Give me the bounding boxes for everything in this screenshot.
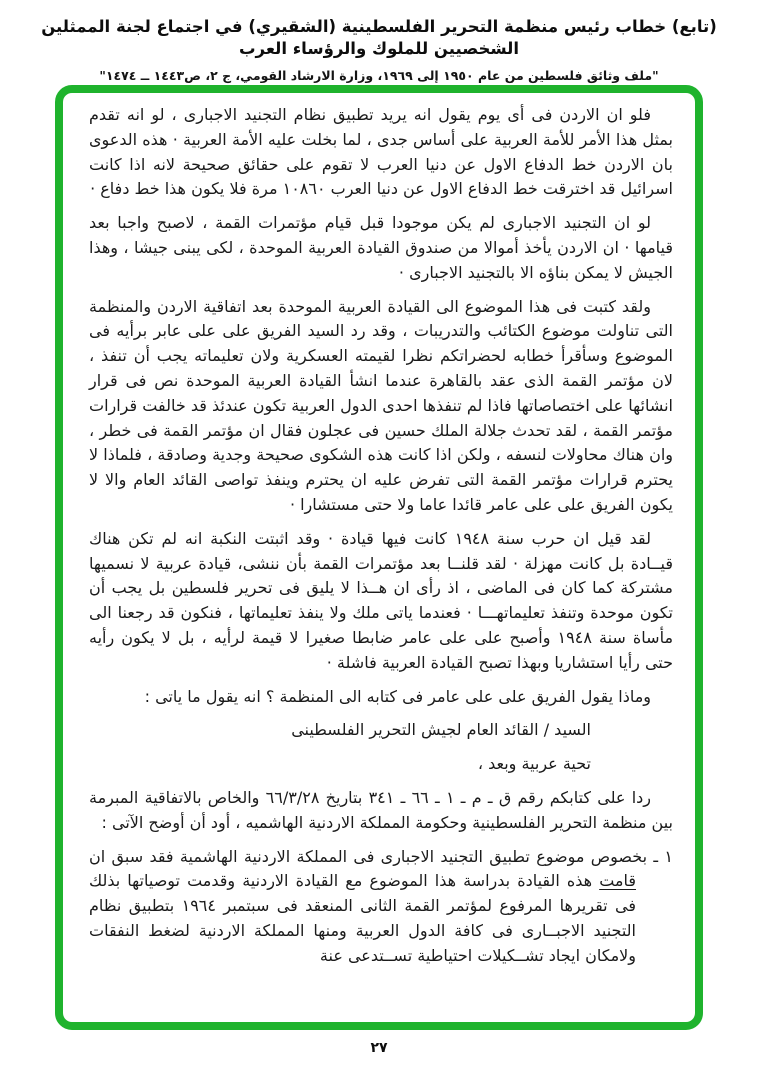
letter-address: السيد / القائد العام لجيش التحرير الفلسطينى (291, 720, 591, 740)
paragraph-question: وماذا يقول الفريق على على عامر فى كتابه الى المنظمة ؟ انه يقول ما ياتى : (144, 686, 651, 706)
paragraph-4: لقد قيل ان حرب سنة ١٩٤٨ كانت فيها قيادة · وقد اثبتت النكبة انه لم تكن هناك قيــادة بل كانت مهزلة · لقد قلنــا بعد مؤتمرات القمة بأن ننشى، قيادة عربية لا نسميها مشتركة كما كان فى الماضى ، اذ رأى ان هــذا لا يليق فى تحرير فلسطين بل يجب أن تكون موحدة وتنفذ تعليماتهـــا · فعندما ياتى ملك ولا ينفذ تعليماتها ، فنكون قد رجعنا الى مأساة سنة ١٩٤٨ وأصبح على على عامر ضابطا صغيرا لا قيمة لرأيه ، بل لا يكون رأيه حتى رأيا استشاريا وبهذا تصبح القيادة العربية فاشلة · (89, 528, 674, 672)
page-header (0, 16, 758, 83)
item-text-before: بخصوص موضوع تطبيق التجنيد الاجبارى فى المملكة الاردنية الهاشمية فقد سبق ان (89, 846, 654, 866)
paragraph-reply: ردا على كتابكم رقم ق ـ م ـ ١ ـ ٦٦ ـ ٣٤١ بتاريخ ٦٦/٣/٢٨ والخاص بالاتفاقية المبرمة بين منظمة التحرير الفلسطينية وحكومة المملكة الاردنية الهاشميه ، أود أن أوضح الآتى : (89, 787, 673, 832)
document-body (63, 93, 695, 1022)
numbered-item-1 (89, 845, 673, 969)
item-underlined-word: قامت (599, 871, 636, 891)
document-title: (تابع) خطاب رئيس منظمة التحرير الفلسطينية (الشقيري) في اجتماع لجنة الممثلين الشخصيين للملوك والرؤساء العرب (41, 17, 717, 59)
page-number: ٢٧ (370, 1040, 388, 1056)
paragraph-2: لو ان التجنيد الاجبارى لم يكن موجودا قبل قيام مؤتمرات القمة ، لاصبح واجبا بعد قيامها · ان الاردن يأخذ أموالا من صندوق القيادة العربية الموحدة ، لكى يبنى جيشا ، وهذا الجيش لا يمكن بناؤه الا بالتجنيد الاجبارى · (89, 213, 673, 282)
paragraph-1: فلو ان الاردن فى أى يوم يقول انه يريد تطبيق نظام التجنيد الاجبارى ، لو انه تقدم بمثل هذا الأمر للأمة العربية على أساس جدى ، لما بخلت عليه الأمة العربية · هذه الدعوى بان الاردن خط الدفاع الاول عن دنيا العرب لا تقوم على حقائق صحيحة لانه اذا كانت اسرائيل قد اخترقت خط الدفاع الاول عن دنيا العرب ١٠٨٦٠ مرة فلا يكون هذا خط دفاع · (89, 105, 673, 199)
item-text-after: هذه القيادة بدراسة هذا الموضوع مع القيادة الاردنية وقدمت توصياتها بذلك فى تقريرها المرفوع لمؤتمر القمة الثانى المنعقد فى سبتمبر ١٩٦٤ بتطبيق نظام التجنيد الاجبــارى فى كافة الدول العربية ومنها المملكة الاردنية لضغط النفقات ولامكان ايجاد تشــكيلات احتياطية تســتدعى عنة (89, 871, 637, 965)
letter-greeting: تحية عربية وبعد ، (477, 754, 591, 774)
paragraph-3: ولقد كتبت فى هذا الموضوع الى القيادة العربية الموحدة بعد اتفاقية الاردن والمنظمة التى تناولت موضوع الكتائب والتدريبات ، وقد رد السيد الفريق على على عابر برأيه فى الموضوع وسأقرأ خطابه لحضراتكم نظرا لقيمته العسكرية ولان تعليماته يجب أن تنفذ ، لان مؤتمر القمة الذى عقد بالقاهرة عندما انشأ القيادة العربية الموحدة نص فى قرار انشائها على اختصاصاتها فاذا لم تنفذها احدى الدول العربية تكون عندئذ قد خالفت قرارات مؤتمر القمة ، لقد تحدث جلالة الملك حسين فى عجلون فقال ان مؤتمر القمة فى خطر ، وان هناك محاولات لنسفه ، ولكن اذا كانت هذه الشكوى صحيحة وجدية وصادقة ، فلماذا لا يحترم قرارات مؤتمر القمة التى تفرض عليه ان يحترم وينفذ تواصى القائد العام والا لا يكون الفريق على على عامر قائدا عاما ولا حتى مستشارا · (89, 296, 673, 514)
document-source-citation: "ملف وثائق فلسطين من عام ١٩٥٠ إلى ١٩٦٩، وزارة الارشاد القومي، ج ٢، ص١٤٤٣ ــ ١٤٧٤" (99, 67, 659, 83)
item-number: ١ ـ (653, 846, 673, 866)
